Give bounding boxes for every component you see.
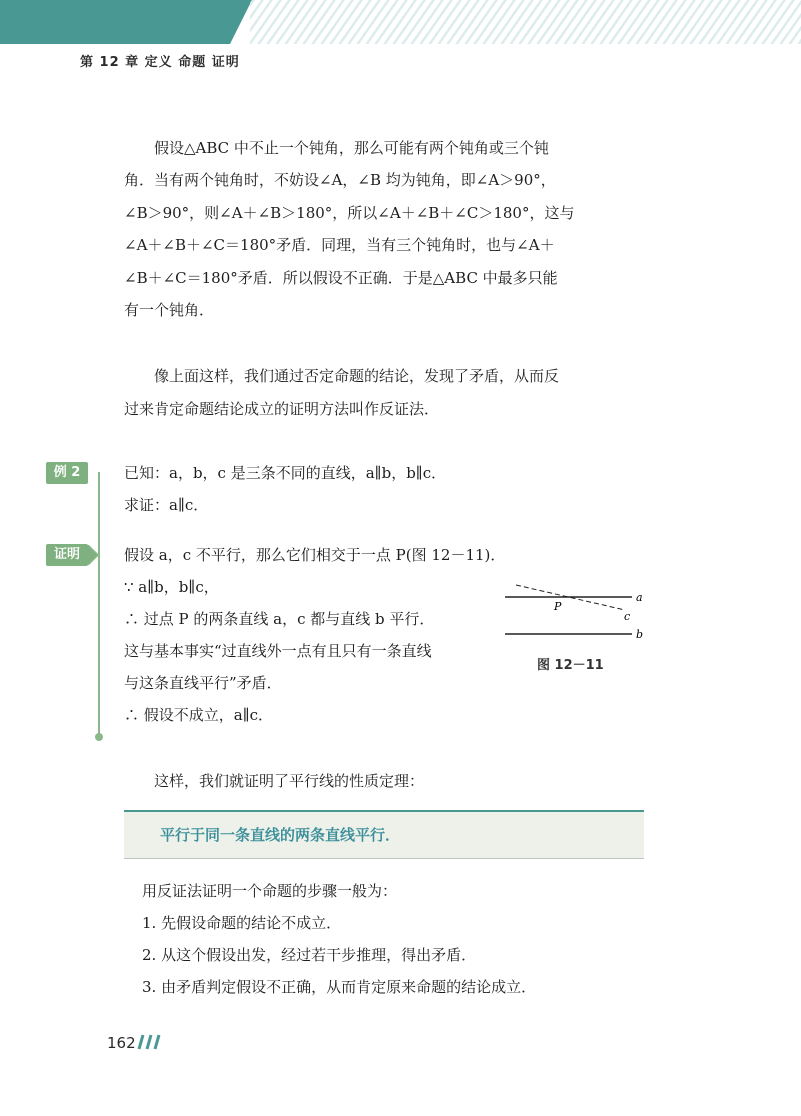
label-c: c	[624, 610, 631, 623]
step-item: 2. 从这个假设出发，经过若干步推理，得出矛盾．	[142, 946, 477, 964]
text-line: 假设△ABC 中不止一个钝角，那么可能有两个钝角或三个钝	[154, 139, 549, 157]
label-b: b	[636, 628, 644, 641]
figure-12-11	[500, 580, 650, 650]
steps-intro: 用反证法证明一个命题的步骤一般为：	[142, 882, 398, 900]
text-line: ∠B＋∠C＝180°矛盾．所以假设不正确．于是△ABC 中最多只能	[124, 269, 558, 287]
example-prove: 求证：a∥c．	[124, 496, 209, 514]
proof-badge	[46, 544, 88, 566]
label-p: P	[554, 600, 562, 613]
text-line: 像上面这样，我们通过否定命题的结论，发现了矛盾，从而反	[154, 367, 560, 385]
theorem-box	[124, 810, 644, 859]
text-line: 角．当有两个钝角时，不妨设∠A，∠B 均为钝角，即∠A＞90°，	[124, 171, 556, 189]
proof-guide-dot	[95, 733, 103, 741]
label-a: a	[636, 591, 643, 604]
page-number: 162	[107, 1034, 136, 1052]
conclusion-intro: 这样，我们就证明了平行线的性质定理：	[154, 772, 425, 790]
chapter-header: 第 12 章 定义 命题 证明	[80, 55, 240, 70]
example-badge-label: 例 2	[53, 465, 81, 480]
example-badge	[46, 462, 88, 484]
text-line: ∠A＋∠B＋∠C＝180°矛盾．同理，当有三个钝角时，也与∠A＋	[124, 236, 555, 254]
page-slashes-decoration	[137, 1033, 163, 1051]
proof-line: ∴ 假设不成立，a∥c．	[124, 706, 274, 724]
text-line: 过来肯定命题结论成立的证明方法叫作反证法．	[124, 400, 440, 418]
proof-line: 与这条直线平行”矛盾．	[124, 674, 282, 692]
text-line: ∠B＞90°，则∠A＋∠B＞180°，所以∠A＋∠B＋∠C＞180°，这与	[124, 204, 575, 222]
proof-line: ∴ 过点 P 的两条直线 a，c 都与直线 b 平行．	[124, 610, 435, 628]
figure-caption: 图 12－11	[537, 658, 604, 673]
proof-line: ∵ a∥b，b∥c，	[124, 578, 219, 596]
proof-badge-label: 证明	[53, 547, 80, 562]
proof-line: 这与基本事实“过直线外一点有且只有一条直线	[124, 642, 432, 660]
proof-line: 假设 a，c 不平行，那么它们相交于一点 P(图 12－11)．	[124, 546, 506, 564]
header-band	[0, 0, 801, 44]
example-given: 已知：a，b，c 是三条不同的直线，a∥b，b∥c．	[124, 464, 447, 482]
step-item: 1. 先假设命题的结论不成立．	[142, 914, 342, 932]
proof-guide-line	[98, 472, 100, 736]
text-line: 有一个钝角．	[124, 301, 215, 319]
proof-badge-arrow	[88, 545, 106, 565]
theorem-text: 平行于同一条直线的两条直线平行．	[160, 826, 401, 844]
step-item: 3. 由矛盾判定假设不正确，从而肯定原来命题的结论成立．	[142, 978, 537, 996]
